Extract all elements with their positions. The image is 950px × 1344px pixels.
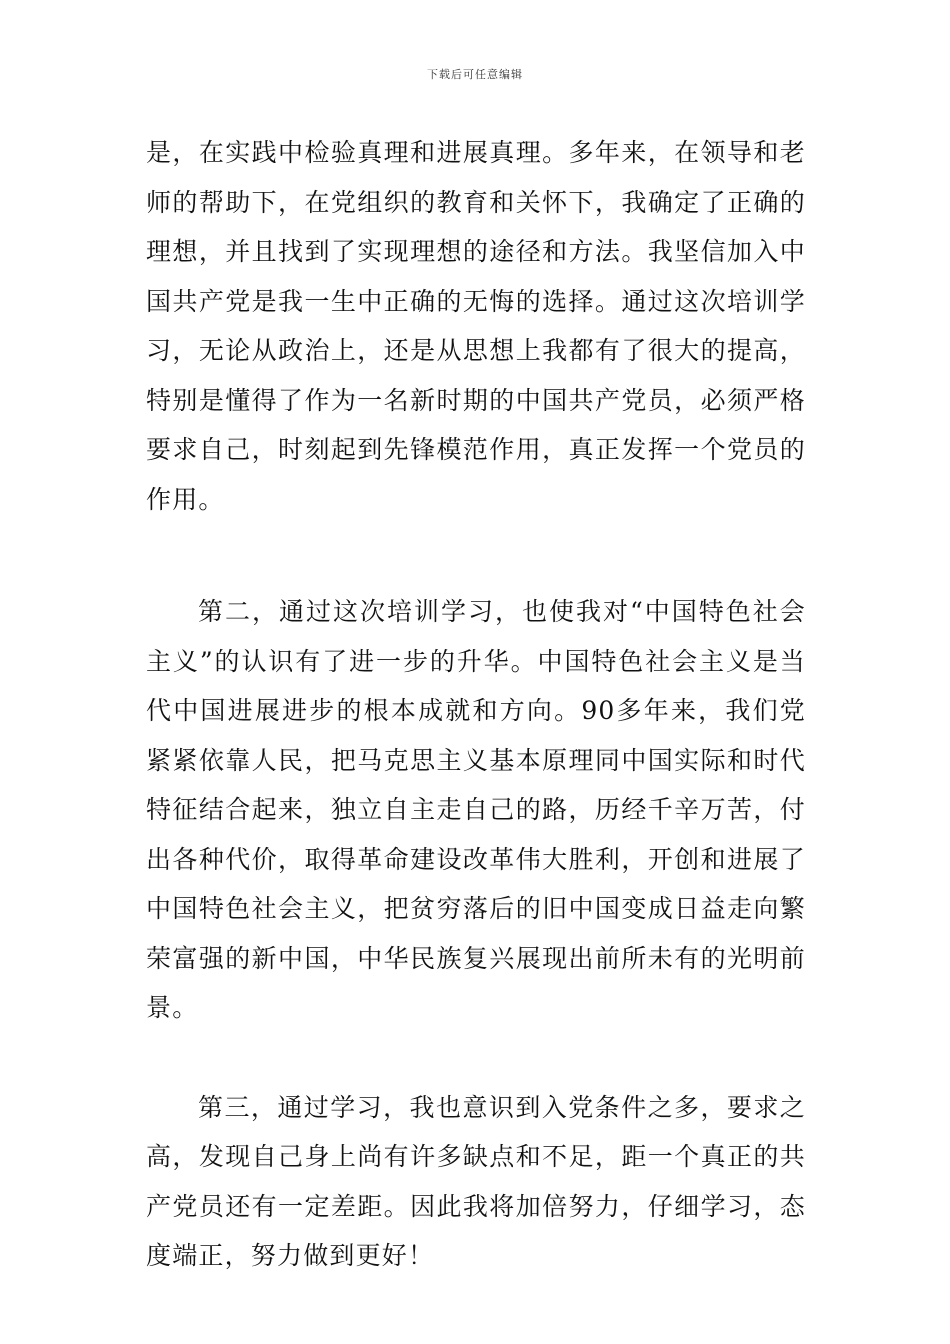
paragraph-3: 第三，通过学习，我也意识到入党条件之多，要求之高，发现自己身上尚有许多缺点和不足，距一个真正的共产党员还有一定差距。因此我将加倍努力，仔细学习，态度端正，努力做到更好！ <box>146 1092 806 1270</box>
paragraph-2: 第二，通过这次培训学习，也使我对“中国特色社会主义”的认识有了进一步的升华。中国特色社会主义是当代中国进展进步的根本成就和方向。90多年来，我们党紧紧依靠人民，把马克思主义基本原理同中国实际和时代特征结合起来，独立自主走自己的路，历经千辛万苦，付出各种代价，取得革命建设改革伟大胜利，开创和进展了中国特色社会主义，把贫穷落后的旧中国变成日益走向繁荣富强的新中国，中华民族复兴展现出前所未有的光明前景。 <box>146 597 806 1022</box>
paragraph-gap <box>146 1033 806 1083</box>
page-header-note: 下载后可任意编辑 <box>427 68 523 81</box>
paragraph-1: 是，在实践中检验真理和进展真理。多年来，在领导和老师的帮助下，在党组织的教育和关怀下，我确定了正确的理想，并且找到了实现理想的途径和方法。我坚信加入中国共产党是我一生中正确的无悔的选择。通过这次培训学习，无论从政治上，还是从思想上我都有了很大的提高，特别是懂得了作为一名新时期的中国共产党员，必须严格要求自己，时刻起到先锋模范作用，真正发挥一个党员的作用。 <box>146 138 806 514</box>
paragraph-gap <box>146 524 806 587</box>
document-body <box>146 128 806 1281</box>
